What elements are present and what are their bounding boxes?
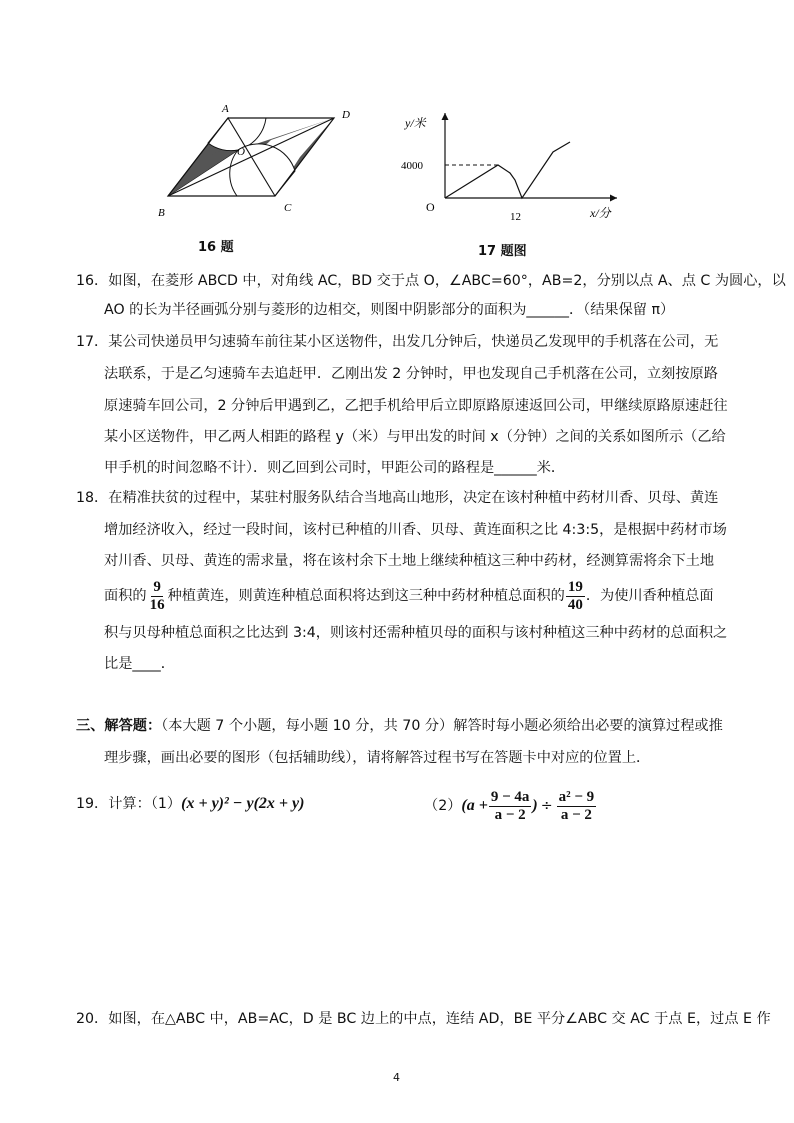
section-3-heading: 三、解答题：	[76, 718, 162, 734]
q16-line2: AO 的长为半径画弧分别与菱形的边相交，则图中阴影部分的面积为______．（结果保留 π）	[104, 302, 675, 318]
figure-17-caption: 17 题图	[478, 244, 527, 259]
question-16	[76, 271, 786, 291]
y-tick-4000: 4000	[401, 160, 423, 172]
figure-17-graph	[395, 105, 625, 245]
origin-label: O	[426, 200, 435, 214]
q19-part2-label: （2）	[424, 798, 462, 814]
fraction-9-16	[148, 579, 167, 614]
q18-line4-c: ．为使川香种植总面	[585, 588, 714, 604]
vertex-b-label: B	[158, 207, 165, 219]
fraction-19-40-numerator: 19	[567, 578, 583, 595]
vertex-a-label: A	[222, 103, 229, 115]
q19-expr2-close: )	[532, 797, 538, 814]
fraction-9-4a-numerator: 9 − 4a	[490, 788, 530, 805]
division-sign: ÷	[540, 798, 553, 814]
x-axis-label: x/分	[590, 206, 611, 220]
q19-number: 19．	[76, 796, 109, 812]
fraction-9-16-numerator: 9	[153, 578, 161, 595]
q18-line4-a: 面积的	[104, 588, 147, 604]
section-3-line2: 理步骤，画出必要的图形（包括辅助线），请将解答过程书写在答题卡中对应的位置上．	[104, 750, 651, 766]
fraction-19-40-denominator: 40	[567, 596, 583, 613]
q18-line4-b: 种植黄连，则黄连种植总面积将达到这三种中药材种植总面积的	[167, 588, 565, 604]
q18-line6: 比是____．	[104, 656, 175, 672]
q17-line2: 法联系，于是乙匀速骑车去追赶甲．乙刚出发 2 分钟时，甲也发现自己手机落在公司，立刻按原路	[104, 366, 718, 382]
page-number: 4	[393, 1071, 400, 1084]
fraction-a2-9	[557, 789, 597, 824]
fraction-9-16-denominator: 16	[149, 596, 165, 613]
question-18	[76, 488, 718, 508]
q18-line5: 积与贝母种植总面积之比达到 3:4，则该村还需种植贝母的面积与该村种植这三种中药材的总面积之	[104, 625, 728, 641]
q17-line5: 甲手机的时间忽略不计）．则乙回到公司时，甲距公司的路程是______米．	[104, 460, 566, 476]
q16-number: 16．	[76, 273, 109, 289]
q20-number: 20．	[76, 1011, 109, 1027]
y-axis-label: y/米	[405, 116, 426, 130]
q17-line3: 原速骑车回公司，2 分钟后甲遇到乙，乙把手机给甲后立即原路原速返回公司，甲继续原路原速赶往	[104, 398, 728, 414]
q19-expr2-open: (a +	[461, 797, 488, 814]
q18-line3: 对川香、贝母、黄连的需求量，将在该村余下土地上继续种植这三种中药材，经测算需将余下土地	[104, 553, 715, 569]
q18-number: 18．	[76, 490, 109, 506]
x-tick-12: 12	[510, 211, 521, 223]
figure-16-caption: 16 题	[198, 240, 234, 255]
q19-part-2	[424, 786, 597, 826]
vertex-c-label: C	[284, 202, 292, 214]
question-17	[76, 332, 718, 352]
question-20	[76, 1009, 771, 1029]
q19-expression-1: (x + y)² − y(2x + y)	[181, 795, 305, 812]
fraction-19-40	[566, 579, 585, 614]
question-19	[76, 794, 304, 814]
figure-16-rhombus	[140, 95, 370, 230]
q17-line4: 某小区送物件，甲乙两人相距的路程 y（米）与甲出发的时间 x（分钟）之间的关系如图所示（乙给	[104, 429, 726, 445]
q20-line1: 如图，在△ABC 中，AB=AC，D 是 BC 边上的中点，连结 AD，BE 平分∠ABC 交 AC 于点 E，过点 E 作	[108, 1011, 771, 1027]
vertex-d-label: D	[342, 109, 350, 121]
q18-line1: 在精准扶贫的过程中，某驻村服务队结合当地高山地形，决定在该村种植中药材川香、贝母、黄连	[108, 490, 719, 506]
fraction-a2-9-numerator: a² − 9	[558, 788, 595, 805]
center-o-label: O	[237, 146, 245, 158]
q19-prefix: 计算：（1）	[108, 796, 182, 812]
q17-line1: 某公司快递员甲匀速骑车前往某小区送物件，出发几分钟后，快递员乙发现甲的手机落在公司，无	[108, 334, 719, 350]
fraction-9-4a	[489, 789, 532, 824]
fraction-9-4a-denominator: a − 2	[494, 806, 526, 823]
section-3	[76, 716, 723, 736]
q16-line1: 如图，在菱形 ABCD 中，对角线 AC，BD 交于点 O，∠ABC=60°，AB=2，分别以点 A、点 C 为圆心，以	[108, 273, 786, 289]
q18-line2: 增加经济收入，经过一段时间，该村已种植的川香、贝母、黄连面积之比 4:3:5，是根据中药材市场	[104, 522, 727, 538]
distance-line	[445, 142, 570, 198]
fraction-a2-9-denominator: a − 2	[560, 806, 592, 823]
section-3-line1: （本大题 7 个小题，每小题 10 分，共 70 分）解答时每小题必须给出必要的演算过程或推	[161, 718, 723, 734]
q18-line4	[104, 576, 714, 616]
q17-number: 17．	[76, 334, 109, 350]
